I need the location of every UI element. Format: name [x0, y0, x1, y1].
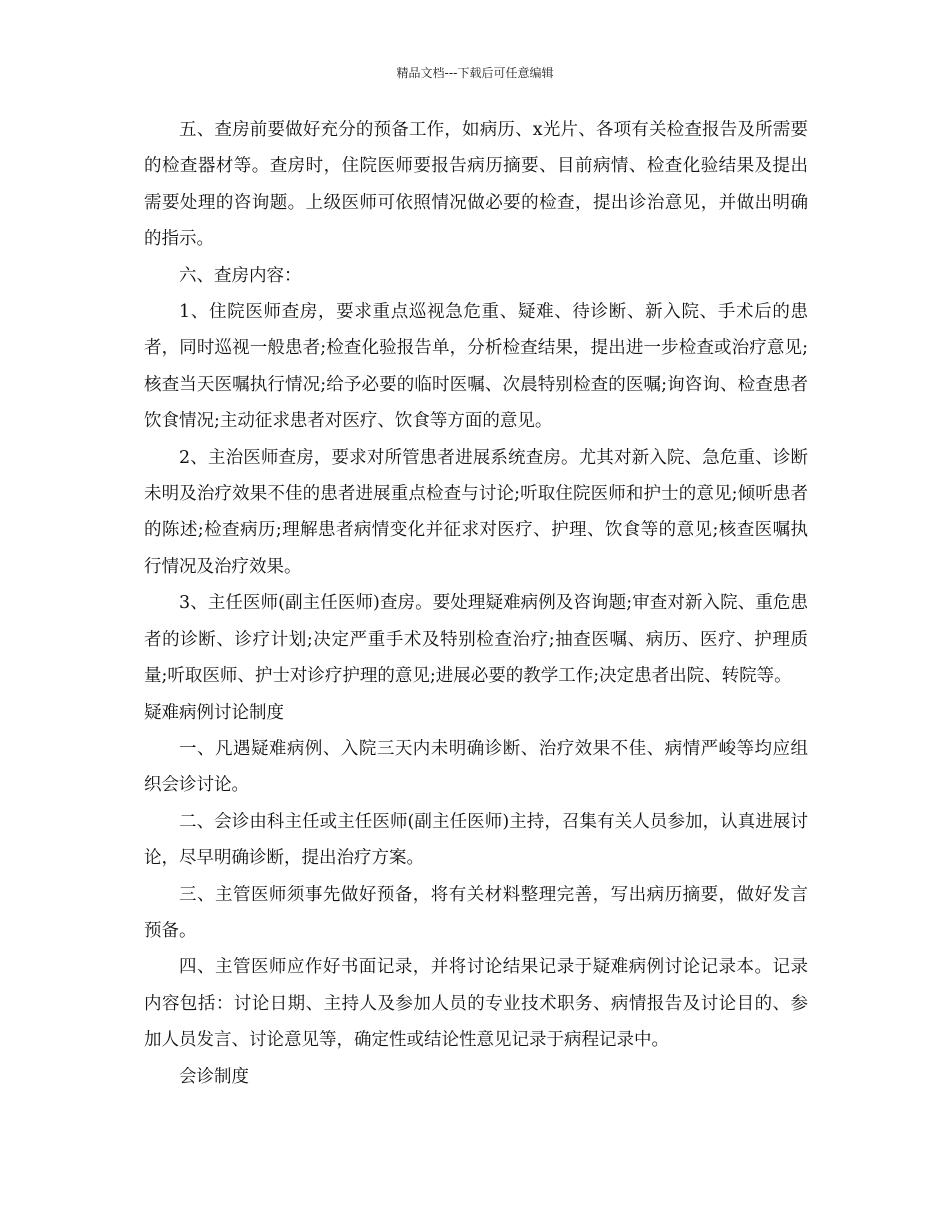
section-title-difficult-case-discussion: 疑难病例讨论制度: [144, 702, 284, 723]
page-header: 精品文档---下载后可任意编辑: [396, 66, 554, 80]
paragraph-attending-rounds: 2、主治医师查房，要求对所管患者进展系统查房。尤其对新入院、急危重、诊断未明及治疗效果不佳的患者进展重点检查与讨论;听取住院医师和护士的意见;倾听患者的陈述;检查病历;理解患者病情变化并征求对医疗、护理、饮食等的意见;核查医嘱执行情况及治疗效果。: [144, 447, 808, 577]
section-title-consultation: 会诊制度: [179, 1066, 249, 1087]
paragraph-rounds-preparation: 五、查房前要做好充分的预备工作，如病历、x光片、各项有关检查报告及所需要的检查器材等。查房时，住院医师要报告病历摘要、目前病情、检查化验结果及提出需要处理的咨询题。上级医师可依照情况做必要的检查，提出诊治意见，并做出明确的指示。: [144, 120, 808, 250]
paragraph-resident-rounds: 1、住院医师查房，要求重点巡视急危重、疑难、待诊断、新入院、手术后的患者，同时巡视一般患者;检查化验报告单，分析检查结果，提出进一步检查或治疗意见;核查当天医嘱执行情况;给予必要的临时医嘱、次晨特别检查的医嘱;询咨询、检查患者饮食情况;主动征求患者对医疗、饮食等方面的意见。: [144, 302, 808, 432]
paragraph-discussion-host: 二、会诊由科主任或主任医师(副主任医师)主持，召集有关人员参加，认真进展讨论，尽早明确诊断，提出治疗方案。: [144, 811, 808, 869]
paragraph-rounds-content-title: 六、查房内容：: [179, 265, 302, 286]
paragraph-chief-rounds: 3、主任医师(副主任医师)查房。要处理疑难病例及咨询题;审查对新入院、重危患者的诊断、诊疗计划;决定严重手术及特别检查治疗;抽查医嘱、病历、医疗、护理质量;听取医师、护士对诊疗护理的意见;进展必要的教学工作;决定患者出院、转院等。: [144, 593, 808, 687]
paragraph-discussion-scope: 一、凡遇疑难病例、入院三天内未明确诊断、治疗效果不佳、病情严峻等均应组织会诊讨论。: [144, 738, 808, 796]
paragraph-discussion-preparation: 三、主管医师须事先做好预备，将有关材料整理完善，写出病历摘要，做好发言预备。: [144, 884, 808, 941]
paragraph-discussion-record: 四、主管医师应作好书面记录，并将讨论结果记录于疑难病例讨论记录本。记录内容包括：讨论日期、主持人及参加人员的专业技术职务、病情报告及讨论目的、参加人员发言、讨论意见等，确定性或结论性意见记录于病程记录中。: [144, 957, 808, 1051]
document-body: [144, 112, 808, 1095]
